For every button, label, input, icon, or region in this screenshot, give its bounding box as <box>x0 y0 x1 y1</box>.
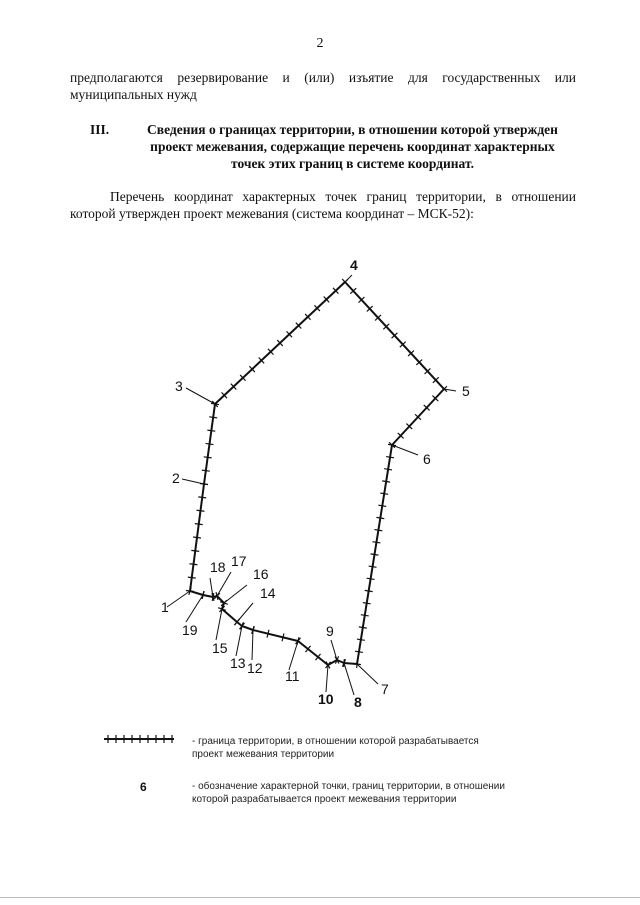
leader-line <box>289 641 298 670</box>
boundary-tick <box>193 537 201 538</box>
boundary-tick <box>357 639 365 640</box>
list-intro-line-1: Перечень координат характерных точек границ территории, в отношении <box>110 189 576 204</box>
boundary-tick <box>197 510 205 511</box>
boundary-tick <box>369 566 377 567</box>
section-title <box>130 121 575 172</box>
boundary-tick <box>191 550 199 551</box>
leader-line <box>392 445 418 455</box>
legend-boundary-symbol <box>100 732 180 746</box>
boundary-tick <box>188 577 196 578</box>
boundary-tick <box>371 554 379 555</box>
boundary-tick <box>195 524 203 525</box>
intro-paragraph <box>70 69 576 103</box>
legend-boundary-line-2: проект межевания территории <box>192 749 335 760</box>
boundary-tick <box>204 457 212 458</box>
leader-line <box>186 388 215 404</box>
point-label-18: 18 <box>210 559 226 575</box>
boundary-tick <box>355 651 363 652</box>
point-label-17: 17 <box>231 553 247 569</box>
boundary-tick <box>198 497 206 498</box>
leader-line <box>326 665 328 692</box>
list-intro-line-2: которой утвержден проект межевания (система координат – МСК-52): <box>70 206 474 221</box>
section-title-line-3: точек этих границ в системе координат. <box>231 156 474 171</box>
legend-point-description <box>192 780 562 806</box>
boundary-tick <box>380 493 388 494</box>
leader-line <box>217 572 231 596</box>
boundary-diagram <box>0 250 640 720</box>
leader-line <box>331 640 337 660</box>
point-label-4: 4 <box>350 257 358 273</box>
leader-line <box>182 479 204 484</box>
point-label-10: 10 <box>318 691 334 707</box>
section-number: III. <box>90 122 110 137</box>
legend-boundary-description <box>192 735 532 761</box>
leader-line <box>167 591 190 607</box>
point-label-16: 16 <box>253 566 269 582</box>
leader-line <box>216 609 222 640</box>
boundary-tick <box>359 627 367 628</box>
point-label-13: 13 <box>230 655 246 671</box>
boundary-tick <box>382 481 390 482</box>
boundary-tick <box>365 590 373 591</box>
leader-line <box>236 626 242 656</box>
boundary-tick <box>207 430 215 431</box>
point-label-2: 2 <box>172 470 180 486</box>
boundary-polyline <box>190 282 444 665</box>
point-label-8: 8 <box>354 694 362 710</box>
point-label-3: 3 <box>175 378 183 394</box>
boundary-tick <box>374 530 382 531</box>
leader-line <box>210 578 213 597</box>
legend-boundary-line-1: - граница территории, в отношении которой разрабатывается <box>192 736 479 747</box>
legend-point-line-2: которой разрабатывается проект межевания территории <box>192 794 457 805</box>
list-intro-paragraph <box>70 188 576 222</box>
leader-line <box>344 663 354 695</box>
point-label-7: 7 <box>381 681 389 697</box>
point-label-6: 6 <box>423 451 431 467</box>
point-label-15: 15 <box>212 640 228 656</box>
point-label-5: 5 <box>462 383 470 399</box>
intro-line-2: муниципальных нужд <box>70 87 197 102</box>
leader-line <box>357 664 378 684</box>
boundary-tick <box>363 603 371 604</box>
leader-line <box>224 585 247 603</box>
leader-line <box>237 603 253 622</box>
boundary-tick <box>367 578 375 579</box>
leader-line <box>345 275 352 282</box>
boundary-tick <box>372 542 380 543</box>
boundary-tick <box>361 615 369 616</box>
point-label-19: 19 <box>182 622 198 638</box>
boundary-line <box>186 279 447 668</box>
point-label-1: 1 <box>161 599 169 615</box>
point-label-12: 12 <box>247 660 263 676</box>
leader-line <box>186 595 203 622</box>
section-title-line-1: Сведения о границах территории, в отношении которой утвержден <box>147 122 558 137</box>
boundary-tick <box>190 564 198 565</box>
boundary-tick <box>206 443 214 444</box>
bottom-rule <box>0 897 640 898</box>
point-label-11: 11 <box>285 668 300 684</box>
point-label-14: 14 <box>260 585 276 601</box>
boundary-tick <box>209 417 217 418</box>
point-labels <box>161 257 470 710</box>
legend-point-sample: 6 <box>140 780 147 794</box>
point-label-9: 9 <box>326 623 334 639</box>
leader-lines <box>167 275 456 695</box>
boundary-tick <box>202 470 210 471</box>
leader-line <box>252 630 253 660</box>
section-title-line-2: проект межевания, содержащие перечень координат характерных <box>150 139 555 154</box>
intro-line-1: предполагаются резервирование и (или) изъятие для государственных или <box>70 70 576 85</box>
legend-point-line-1: - обозначение характерной точки, границ территории, в отношении <box>192 781 505 792</box>
page-number: 2 <box>316 36 324 51</box>
boundary-tick <box>384 469 392 470</box>
boundary-tick <box>376 517 384 518</box>
boundary-tick <box>378 505 386 506</box>
boundary-tick <box>386 457 394 458</box>
